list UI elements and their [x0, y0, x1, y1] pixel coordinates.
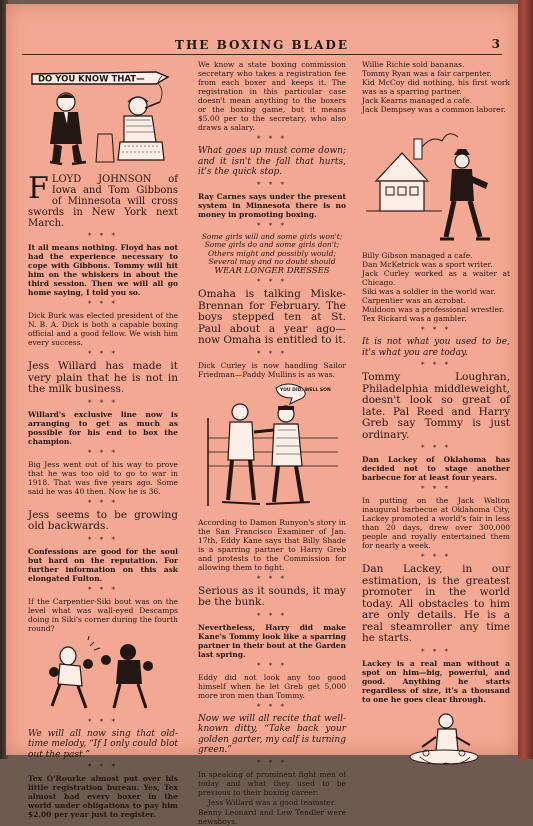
separator: * * *	[257, 611, 287, 620]
separator: * * *	[421, 444, 451, 452]
paragraph: Eddy did not look any too good himself when he let Greb get 5,000 more iron men than Tommy.	[198, 672, 346, 700]
paragraph: Jack Curley worked as a waiter at Chicago.	[362, 269, 510, 287]
paragraph: Jess Willard has made it very plain that he is not in the milk business.	[28, 360, 178, 395]
column-2	[198, 60, 347, 826]
paragraph: Dick Curley is now handling Sailor Friedman—Paddy Mullins is as was.	[198, 360, 346, 379]
separator: * * *	[257, 574, 287, 583]
paragraph: Siki was a soldier in the world war.	[362, 287, 496, 296]
separator: * * *	[88, 717, 118, 726]
paragraph: If the Carpentier-Siki bout was on the level what was wall-eyed Descamps doing in Siki's corner during the fourth round?	[28, 596, 178, 633]
paragraph: It all means nothing. Floyd has not had the experience necessary to cope with Gibbons. Tommy will hit him on the whiskers in about the third session. Then we will all go home saying, I told you so.	[28, 243, 178, 297]
paragraph: Carpentier was an acrobat.	[362, 296, 466, 305]
separator: * * *	[88, 763, 118, 771]
paragraph: Tommy Loughran, Philadelphia middleweight, doesn't look so great of late. Pal Reed and Harry Greb say Tommy is just ordinary.	[362, 371, 510, 441]
separator: * * *	[421, 326, 451, 334]
page-number: 3	[491, 37, 500, 51]
paragraph: Lackey is a real man without a spot on him—big, powerful, and good. Anything he starts regardless of size, it's a thousand to one he goes clear through.	[362, 658, 510, 704]
paragraph: Tommy Ryan was a fair carpenter.	[362, 69, 492, 78]
column-1	[28, 60, 178, 819]
separator: * * *	[257, 349, 287, 358]
paragraph: In speaking of prominent fight men of today and what they used to be previous to their boxing career:	[198, 769, 346, 797]
separator: * * *	[257, 758, 287, 767]
cartoon-men-talking-illustration	[28, 62, 178, 170]
paragraph: We will all now sing that old-time melody, “If I only could blot out the past.”	[28, 728, 178, 760]
paragraph: What goes up must come down; and it isn't the fall that hurts, it's the quick stop.	[198, 146, 346, 177]
cartoon-man-at-table	[362, 707, 510, 775]
paragraph: Jack Dempsey was a common laborer.	[362, 105, 506, 114]
boxers-fighting-illustration	[28, 636, 178, 714]
paragraph: Now we will all recite that well-known ditty, “Take back your golden garter, my calf is turning green.”	[198, 713, 346, 755]
paragraph: Big Jess went out of his way to prove that he was too old to go to war in 1918. That was five years ago. Some said he was 40 then. Now he is 36.	[28, 459, 178, 496]
separator: * * *	[88, 535, 118, 544]
paragraph: According to Damon Runyon's story in the San Francisco Examiner of Jan. 17th, Eddy Kane says that Billy Shade is a sparring partner to Harry Greb and protests to the Commission for allowing them to fight.	[198, 517, 346, 572]
paragraph: Dan Lackey of Oklahoma has decided not to stage another barbecue for at least four years.	[362, 455, 510, 482]
paragraph: Dan Lackey, in our estimation, is the greatest promoter in the world today. All obstacles to him are only details. He is a real steamroller any time he starts.	[362, 563, 510, 644]
separator: * * *	[88, 498, 118, 507]
separator: * * *	[88, 448, 118, 457]
separator: * * *	[257, 135, 287, 143]
paragraph: Willie Richie sold bananas.	[362, 60, 465, 69]
separator: * * *	[421, 485, 451, 493]
paragraph: Willard's exclusive line now is arranging to get as much as possible for his end to box the champion.	[28, 409, 178, 446]
paragraph: We know a state boxing commission secretary who takes a registration fee from each boxer and keeps it. The registration in this particular case doesn't mean anything to the boxers or the boxing game, but it means $5.00 per to the secretary, who also draws a salary.	[198, 60, 346, 132]
cartoon-boxers	[28, 636, 178, 714]
cartoon-caption: DO YOU KNOW THAT—	[38, 74, 145, 85]
separator: * * *	[88, 350, 118, 358]
separator: * * *	[421, 361, 451, 369]
lead-paragraph: LOYD JOHNSON of Iowa and Tom Gibbons of Minnesota will cross swords in New York next March.	[28, 174, 178, 229]
cartoon-do-you-know	[28, 62, 178, 170]
page-title: THE BOXING BLADE	[175, 38, 349, 52]
paragraph: Omaha is talking Miske-Brennan for February. The boys stepped ten at St. Paul about a year ago—now Omaha is entitled to it.	[198, 288, 346, 346]
paragraph: Ray Carnes says under the present system in Minnesota there is no money in promoting boxing.	[198, 191, 346, 219]
book-binding-right	[518, 0, 533, 759]
men-in-ring-illustration	[198, 382, 346, 514]
man-seated-illustration	[362, 707, 510, 775]
paragraph: Muldoon was a professional wrestler.	[362, 305, 505, 314]
separator: * * *	[421, 553, 451, 561]
verse-line: Several may and no doubt should	[208, 257, 336, 266]
verse-line: Others might and possibly would;	[207, 248, 336, 258]
paragraph: Kid McCoy did nothing, his first work was as a sparring partner.	[362, 78, 510, 96]
paragraph: Jess seems to be growing old backwards.	[28, 508, 178, 532]
magazine-page	[6, 4, 518, 826]
separator: * * *	[257, 661, 287, 670]
paragraph: Tex Rickard was a gambler.	[362, 314, 467, 323]
separator: * * *	[88, 398, 118, 407]
page-header	[22, 38, 502, 55]
separator: * * *	[257, 180, 287, 189]
paragraph: Nevertheless, Harry did make Kane's Tommy look like a sparring partner in their bout at the Garden last spring.	[198, 622, 347, 659]
separator: * * *	[421, 647, 451, 656]
paragraph: Serious as it sounds, it may be the bunk.	[198, 584, 346, 608]
drop-cap: F	[28, 171, 49, 206]
paragraph: Billy Gibson managed a cafe.	[362, 251, 473, 260]
paragraph: Benny Leonard and Lew Tendler were newsboys.	[198, 807, 346, 826]
separator: * * *	[257, 702, 287, 711]
verse-title: WEAR LONGER DRESSES	[214, 265, 330, 276]
verse-line: Some girls will and some girls won't;	[201, 231, 343, 241]
separator: * * *	[257, 221, 287, 230]
paragraph: Confessions are good for the soul but hard on the reputation. For further information on this ask elongated Fulton.	[28, 546, 178, 583]
verse-line: Some girls do and some girls don't;	[204, 240, 340, 249]
speech-bubble: YOU DID, WELL SON	[280, 387, 331, 393]
paragraph: Jack Kearns managed a cafe.	[362, 96, 473, 105]
paragraph: Jess Willard was a good teamster.	[207, 797, 337, 807]
separator: * * *	[88, 300, 118, 308]
paragraph: Dick Burk was elected president of the N. B. A. Dick is both a capable boxing official and a good fellow. We wish him every success.	[28, 311, 178, 347]
paragraph: Dan McKetrick was a sport writer.	[362, 260, 493, 269]
column-3	[362, 60, 510, 715]
separator: * * *	[257, 278, 287, 286]
paragraph: It is not what you used to be, it's what you are today.	[362, 337, 510, 358]
cartoon-laborer	[362, 117, 510, 247]
separator: * * *	[88, 232, 118, 240]
paragraph: Tex O'Rourke almost put over his little registration bureau. Yes, Tex almost had every boxer in the world under obligations to pay him $2.00 per year just to register.	[28, 774, 178, 819]
separator: * * *	[88, 585, 118, 594]
cartoon-father-son	[198, 382, 346, 514]
laborer-and-house-illustration	[362, 117, 510, 247]
paragraph: In putting on the Jack Walton inaugural barbecue at Oklahoma City, Lackey promoted a world's fair in less than 20 days, drew over 300,000 people and royally entertained them for nearly a week.	[362, 496, 510, 550]
